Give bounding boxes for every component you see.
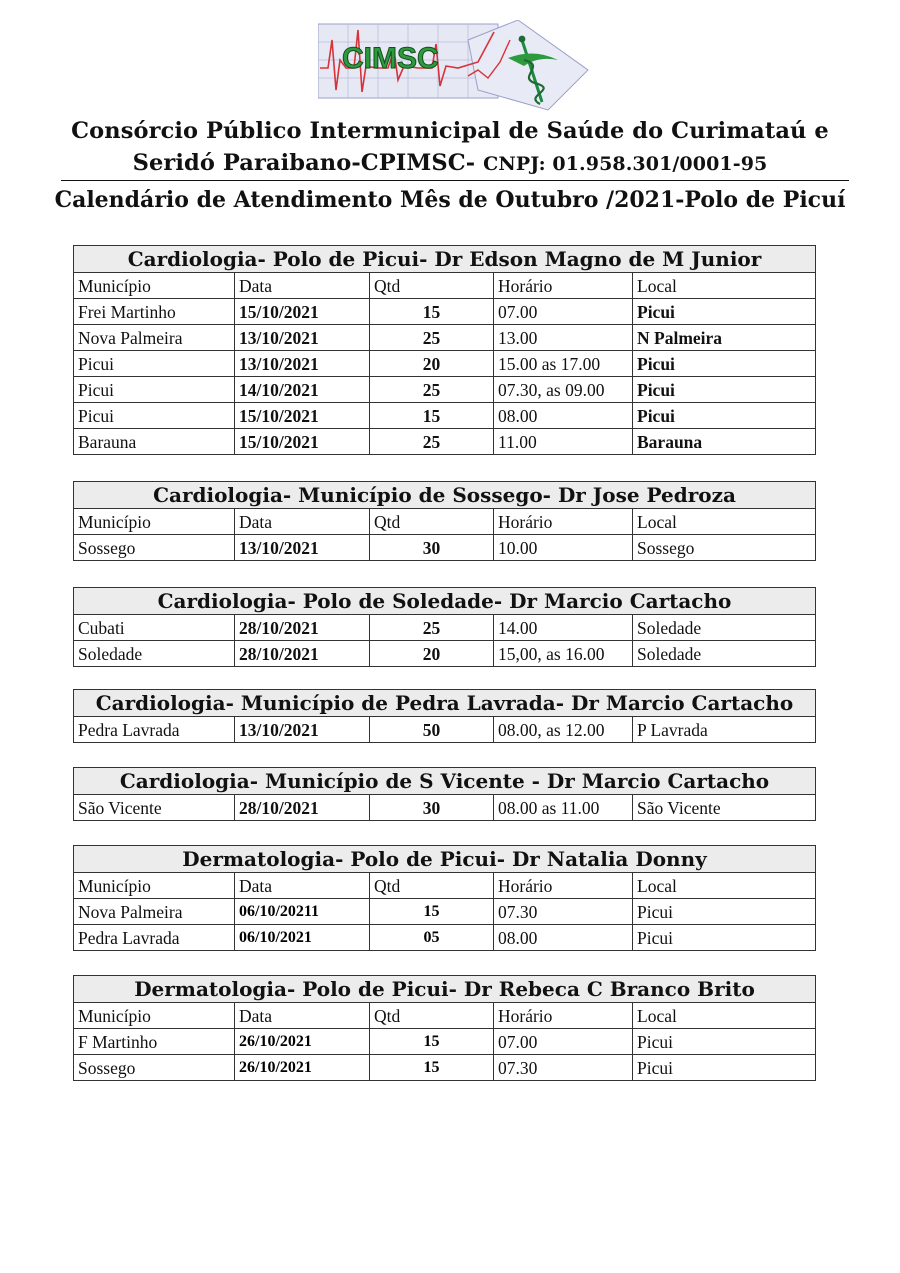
section-title: Cardiologia- Município de Sossego- Dr Jose Pedroza: [74, 482, 816, 509]
column-header: Data: [235, 273, 370, 299]
date-cell: 15/10/2021: [235, 429, 370, 455]
schedule-table-cardiology-picui: [73, 245, 816, 455]
date-cell: 26/10/2021: [235, 1029, 370, 1055]
date-cell: 13/10/2021: [235, 535, 370, 561]
column-header: Horário: [494, 1003, 633, 1029]
table-row: [74, 641, 816, 667]
schedule-table-cardiology-soledade: [73, 587, 816, 667]
time-cell: 08.00, as 12.00: [494, 717, 633, 743]
calendar-title: Calendário de Atendimento Mês de Outubro /2021-Polo de Picuí: [54, 187, 846, 213]
time-cell: 13.00: [494, 325, 633, 351]
quantity-cell: 30: [370, 795, 494, 821]
location-cell: Picui: [633, 377, 816, 403]
location-cell: São Vicente: [633, 795, 816, 821]
column-header: Data: [235, 1003, 370, 1029]
municipality-cell: Picui: [74, 403, 235, 429]
municipality-cell: Pedra Lavrada: [74, 925, 235, 951]
table-row: [74, 325, 816, 351]
quantity-cell: 20: [370, 351, 494, 377]
location-cell: Picui: [633, 351, 816, 377]
column-header: Data: [235, 509, 370, 535]
time-cell: 08.00: [494, 925, 633, 951]
quantity-cell: 25: [370, 429, 494, 455]
date-cell: 13/10/2021: [235, 325, 370, 351]
time-cell: 07.00: [494, 1029, 633, 1055]
column-header: Município: [74, 1003, 235, 1029]
municipality-cell: Barauna: [74, 429, 235, 455]
column-header: Qtd: [370, 509, 494, 535]
time-cell: 07.30: [494, 899, 633, 925]
column-header: Horário: [494, 509, 633, 535]
time-cell: 15,00, as 16.00: [494, 641, 633, 667]
table-row: [74, 377, 816, 403]
table-row: [74, 299, 816, 325]
quantity-cell: 25: [370, 325, 494, 351]
date-cell: 15/10/2021: [235, 403, 370, 429]
table-row: [74, 429, 816, 455]
municipality-cell: F Martinho: [74, 1029, 235, 1055]
table-row: [74, 795, 816, 821]
table-row: [74, 1029, 816, 1055]
schedule-table-cardiology-pedra-lavrada: [73, 689, 816, 743]
table-row: [74, 351, 816, 377]
location-cell: Picui: [633, 299, 816, 325]
section-title: Cardiologia- Polo de Picui- Dr Edson Magno de M Junior: [74, 246, 816, 273]
time-cell: 08.00: [494, 403, 633, 429]
location-cell: Soledade: [633, 615, 816, 641]
quantity-cell: 50: [370, 717, 494, 743]
section-title: Dermatologia- Polo de Picui- Dr Rebeca C Branco Brito: [74, 976, 816, 1003]
location-cell: Barauna: [633, 429, 816, 455]
quantity-cell: 20: [370, 641, 494, 667]
column-header: Município: [74, 273, 235, 299]
organization-name-line2: [0, 148, 900, 179]
quantity-cell: 15: [370, 299, 494, 325]
column-header: Local: [633, 273, 816, 299]
table-row: [74, 615, 816, 641]
time-cell: 07.30, as 09.00: [494, 377, 633, 403]
schedule-table-cardiology-sossego: [73, 481, 816, 561]
date-cell: 28/10/2021: [235, 615, 370, 641]
column-header: Município: [74, 509, 235, 535]
location-cell: Picui: [633, 899, 816, 925]
schedule-table-dermatology-natalia-donny: [73, 845, 816, 951]
organization-acronym: Seridó Paraibano-CPIMSC-: [132, 150, 476, 176]
table-row: [74, 1055, 816, 1081]
location-cell: N Palmeira: [633, 325, 816, 351]
municipality-cell: Frei Martinho: [74, 299, 235, 325]
column-header: Horário: [494, 273, 633, 299]
municipality-cell: Sossego: [74, 1055, 235, 1081]
table-row: [74, 925, 816, 951]
municipality-cell: São Vicente: [74, 795, 235, 821]
municipality-cell: Nova Palmeira: [74, 899, 235, 925]
column-header: Qtd: [370, 873, 494, 899]
municipality-cell: Picui: [74, 351, 235, 377]
time-cell: 07.30: [494, 1055, 633, 1081]
location-cell: Picui: [633, 1055, 816, 1081]
location-cell: Picui: [633, 1029, 816, 1055]
location-cell: Picui: [633, 925, 816, 951]
municipality-cell: Picui: [74, 377, 235, 403]
location-cell: P Lavrada: [633, 717, 816, 743]
logo-text: CIMSC: [342, 42, 439, 75]
column-header: Local: [633, 1003, 816, 1029]
date-cell: 26/10/2021: [235, 1055, 370, 1081]
schedule-table-cardiology-sao-vicente: [73, 767, 816, 821]
quantity-cell: 25: [370, 377, 494, 403]
column-header: Qtd: [370, 273, 494, 299]
municipality-cell: Sossego: [74, 535, 235, 561]
municipality-cell: Pedra Lavrada: [74, 717, 235, 743]
quantity-cell: 15: [370, 1055, 494, 1081]
municipality-cell: Cubati: [74, 615, 235, 641]
municipality-cell: Soledade: [74, 641, 235, 667]
cnpj-number: CNPJ: 01.958.301/0001-95: [483, 153, 768, 175]
time-cell: 14.00: [494, 615, 633, 641]
quantity-cell: 25: [370, 615, 494, 641]
date-cell: 06/10/2021: [235, 925, 370, 951]
header-divider: [61, 180, 849, 181]
date-cell: 28/10/2021: [235, 795, 370, 821]
quantity-cell: 05: [370, 925, 494, 951]
time-cell: 10.00: [494, 535, 633, 561]
location-cell: Soledade: [633, 641, 816, 667]
section-title: Cardiologia- Município de Pedra Lavrada- Dr Marcio Cartacho: [74, 690, 816, 717]
column-header: Qtd: [370, 1003, 494, 1029]
schedule-table-dermatology-rebeca-brito: [73, 975, 816, 1081]
table-row: [74, 717, 816, 743]
column-header: Data: [235, 873, 370, 899]
date-cell: 15/10/2021: [235, 299, 370, 325]
date-cell: 13/10/2021: [235, 717, 370, 743]
organization-name-line1: Consórcio Público Intermunicipal de Saúde do Curimataú e: [71, 118, 829, 144]
section-title: Cardiologia- Polo de Soledade- Dr Marcio Cartacho: [74, 588, 816, 615]
table-row: [74, 535, 816, 561]
quantity-cell: 15: [370, 899, 494, 925]
quantity-cell: 30: [370, 535, 494, 561]
section-title: Cardiologia- Município de S Vicente - Dr Marcio Cartacho: [74, 768, 816, 795]
cimsc-logo: [318, 20, 594, 112]
table-row: [74, 899, 816, 925]
date-cell: 14/10/2021: [235, 377, 370, 403]
time-cell: 11.00: [494, 429, 633, 455]
time-cell: 08.00 as 11.00: [494, 795, 633, 821]
date-cell: 13/10/2021: [235, 351, 370, 377]
date-cell: 28/10/2021: [235, 641, 370, 667]
time-cell: 15.00 as 17.00: [494, 351, 633, 377]
quantity-cell: 15: [370, 403, 494, 429]
table-row: [74, 403, 816, 429]
column-header: Horário: [494, 873, 633, 899]
section-title: Dermatologia- Polo de Picui- Dr Natalia Donny: [74, 846, 816, 873]
municipality-cell: Nova Palmeira: [74, 325, 235, 351]
location-cell: Picui: [633, 403, 816, 429]
time-cell: 07.00: [494, 299, 633, 325]
location-cell: Sossego: [633, 535, 816, 561]
date-cell: 06/10/20211: [235, 899, 370, 925]
quantity-cell: 15: [370, 1029, 494, 1055]
column-header: Local: [633, 873, 816, 899]
column-header: Local: [633, 509, 816, 535]
column-header: Município: [74, 873, 235, 899]
